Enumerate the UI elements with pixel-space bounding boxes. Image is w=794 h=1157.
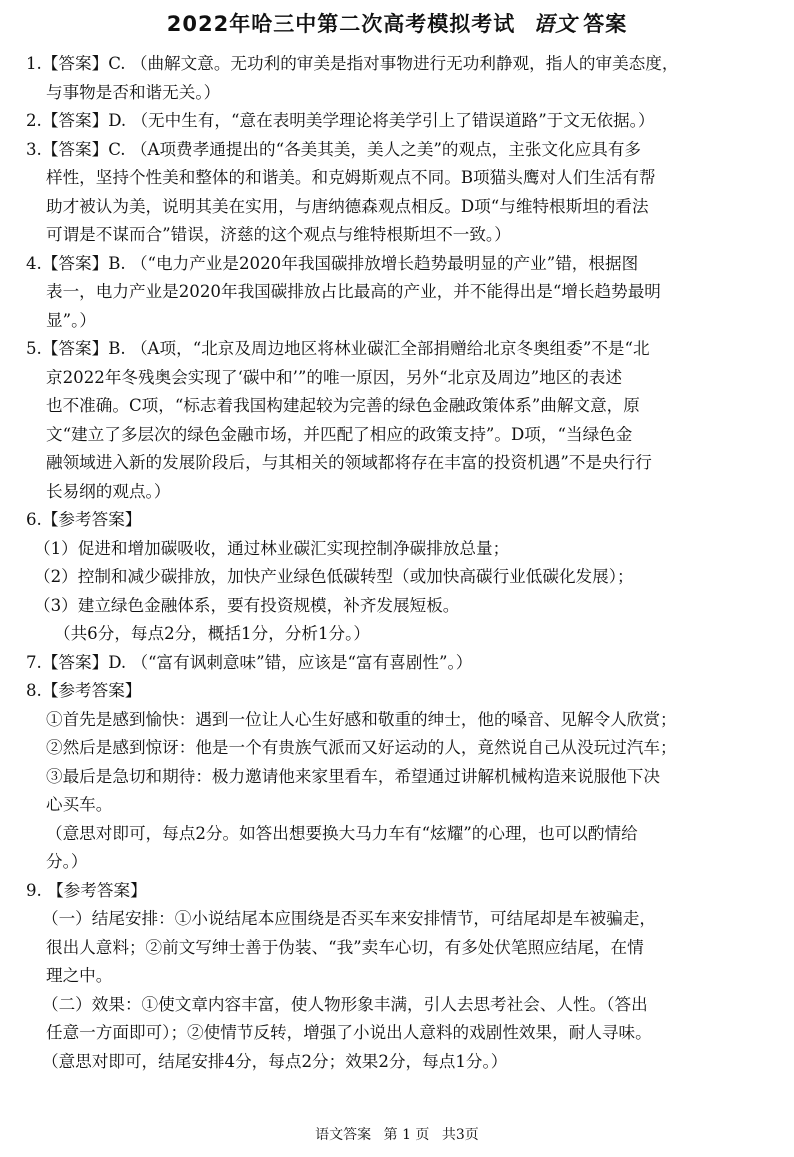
footer-page-number: 第 1 页 — [383, 1127, 430, 1143]
answer-line: 5.【答案】B. （A项，“北京及周边地区将林业碳汇全部捐赠给北京冬奥组委”不是“北 — [26, 339, 650, 358]
answer-line: 可谓是不谋而合”错误，济慈的这个观点与维特根斯坦不一致。） — [46, 225, 511, 244]
answer-line: （1）促进和增加碳吸收，通过林业碳汇实现控制净碳排放总量； — [34, 538, 510, 558]
title-main: 2022年哈三中第二次高考模拟考试 — [166, 12, 516, 36]
answer-line: 3.【答案】C. （A项费孝通提出的“各美其美，美人之美”的观点，主张文化应具有多 — [26, 139, 642, 159]
answer-line: 9. 【参考答案】 — [26, 880, 147, 900]
answer-line: （2）控制和减少碳排放，加快产业绿色低碳转型（或加快高碳行业低碳化发展）； — [34, 567, 634, 586]
answer-line: （3）建立绿色金融体系，要有投资规模，补齐发展短板。 — [34, 595, 460, 615]
answer-line: （一）结尾安排：①小说结尾本应围绕是否买车来安排情节，可结尾却是车被骗走， — [42, 909, 656, 928]
answer-line: 与事物是否和谐无关。） — [46, 82, 221, 102]
answer-line: ①首先是感到愉快：遇到一位让人心生好感和敬重的绅士，他的嗓音、见解令人欣赏； — [46, 709, 677, 729]
title-subject: 语文 — [533, 11, 578, 36]
answer-line: 京2022年冬残奥会实现了‘碳中和’”的唯一原因，另外“北京及周边”地区的表述 — [46, 367, 623, 387]
answer-line: 文“建立了多层次的绿色金融市场，并匹配了相应的政策支持”。D项，“当绿色金 — [46, 424, 633, 444]
footer-subject: 语文答案 — [315, 1127, 372, 1143]
answer-line: 任意一方面即可）；②使情节反转，增强了小说出人意料的戏剧性效果，耐人寻味。 — [46, 1023, 652, 1042]
footer-total-pages: 共3页 — [441, 1127, 479, 1143]
title-suffix: 答案 — [583, 12, 628, 36]
answer-line: 心买车。 — [46, 795, 113, 814]
answer-content — [26, 50, 774, 1076]
answer-line: 2.【答案】D. （无中生有，“意在表明美学理论将美学引上了错误道路”于文无依据。） — [26, 111, 655, 130]
answer-line: 融领域进入新的发展阶段后，与其相关的领域都将存在丰富的投资机遇”不是央行行 — [46, 453, 652, 472]
answer-line: 4.【答案】B. （“电力产业是2020年我国碳排放增长趋势最明显的产业”错，根据图 — [26, 253, 639, 273]
answer-line: （意思对即可，结尾安排4分，每点2分；效果2分，每点1分。） — [42, 1051, 508, 1071]
answer-line: ②然后是感到惊讶：他是一个有贵族气派而又好运动的人，竟然说自己从没玩过汽车； — [46, 738, 677, 757]
page-footer — [0, 1124, 794, 1144]
answer-line: 分。） — [46, 852, 88, 871]
answer-line: 表一，电力产业是2020年我国碳排放占比最高的产业，并不能得出是“增长趋势最明 — [46, 282, 661, 301]
answer-line: 长易纲的观点。） — [46, 481, 171, 501]
answer-line: （共6分，每点2分，概括1分，分析1分。） — [54, 624, 371, 643]
answer-line: 很出人意料；②前文写绅士善于伪装、“我”卖车心切，有多处伏笔照应结尾，在情 — [46, 937, 644, 957]
answer-line: 也不准确。C项，“标志着我国构建起较为完善的绿色金融政策体系”曲解文意，原 — [46, 396, 640, 415]
answer-line: 6.【参考答案】 — [26, 510, 142, 529]
page-title — [0, 8, 794, 38]
answer-line: 8.【参考答案】 — [26, 681, 142, 700]
answer-line: 助才被认为美，说明其美在实用，与唐纳德森观点相反。D项“与维特根斯坦的看法 — [46, 196, 649, 216]
answer-line: 理之中。 — [46, 966, 113, 985]
answer-line: 显”。） — [46, 310, 96, 330]
answer-line: 1.【答案】C. （曲解文意。无功利的审美是指对事物进行无功利静观，指人的审美态度， — [26, 54, 679, 73]
answer-line: 样性，坚持个性美和整体的和谐美。和克姆斯观点不同。B项猫头鹰对人们生活有帮 — [46, 168, 656, 187]
answer-line: （二）效果：①使文章内容丰富，使人物形象丰满，引人去思考社会、人性。（答出 — [42, 994, 648, 1014]
answer-line: ③最后是急切和期待：极力邀请他来家里看车，希望通过讲解机械构造来说服他下决 — [46, 766, 660, 786]
answer-line: （意思对即可，每点2分。如答出想要换大马力车有“炫耀”的心理，也可以酌情给 — [46, 823, 638, 843]
answer-line: 7.【答案】D. （“富有讽刺意味”错，应该是“富有喜剧性”。） — [26, 652, 473, 672]
